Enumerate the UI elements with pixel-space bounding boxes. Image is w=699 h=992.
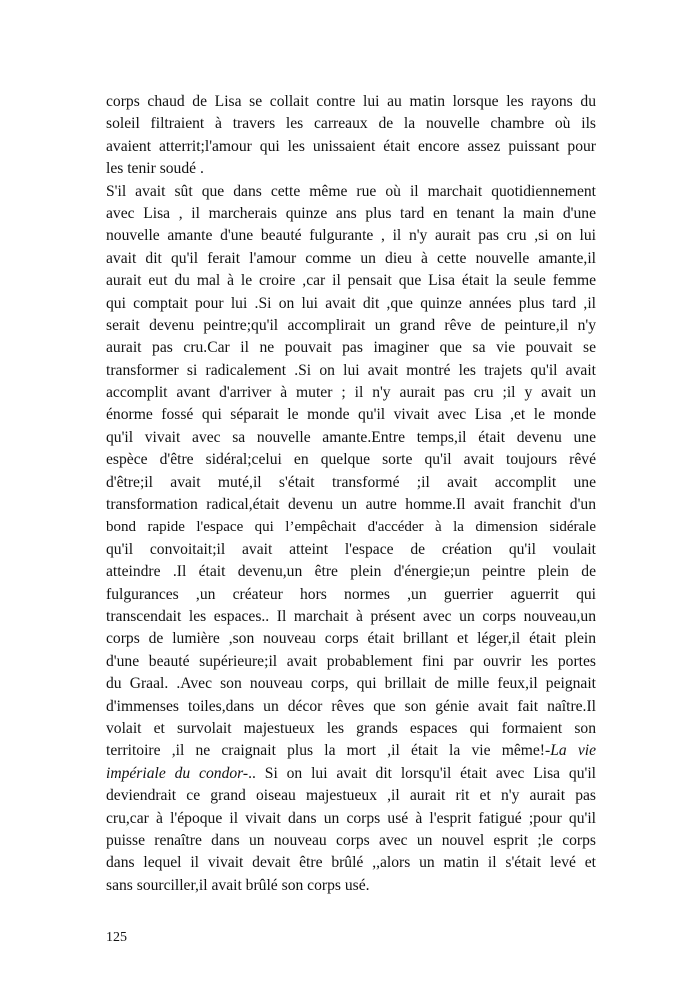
text-line: espèce d'être sidéral;celui en quelque sorte qu'il avait toujours rêvé <box>106 451 596 469</box>
text-line: d'être;il avait muté,il s'était transformé ;il avait accomplit une <box>106 473 596 491</box>
text-line: sans sourciller,il avait brûlé son corps usé. <box>106 876 370 894</box>
text-line: corps chaud de Lisa se collait contre lui au matin lorsque les rayons du <box>106 93 596 110</box>
text-line: puisse renaître dans un nouveau corps avec un nouvel esprit ;le corps <box>106 831 596 849</box>
text-line: soleil filtraient à travers les carreaux de la nouvelle chambre où ils <box>106 115 596 133</box>
text-line: aurait pas cru.Car il ne pouvait pas imaginer que sa vie pouvait se <box>106 339 596 357</box>
text-line: S'il avait sût que dans cette même rue où il marchait quotidiennement <box>106 182 596 200</box>
text-line: transcendait les espaces.. Il marchait à présent avec un corps nouveau,un <box>106 607 596 625</box>
text-line: deviendrait ce grand oiseau majestueux ,il aurait rit et n'y aurait pas <box>106 787 596 805</box>
text-line: accomplit avant d'arriver à muter ; il n'y aurait pas cru ;il y avait un <box>106 384 596 402</box>
text-line: transformer si radicalement .Si on lui avait montré les trajets qu'il avait <box>106 361 596 379</box>
text-line: qu'il convoitait;il avait atteint l'espace de création qu'il voulait <box>106 540 596 558</box>
text-line: aurait eut du mal à le croire ,car il pensait que Lisa était la seule femme <box>106 272 596 290</box>
text-line <box>106 763 596 785</box>
text-line: atteindre .Il était devenu,un être plein d'énergie;un peintre plein de <box>106 563 596 581</box>
text-line: fulgurances ,un créateur hors normes ,un guerrier aguerrit qui <box>106 585 596 603</box>
page-body <box>106 91 596 897</box>
text-line: qu'il vivait avec sa nouvelle amante.Entre temps,il était devenu une <box>106 428 596 446</box>
text-line: avec Lisa , il marcherais quinze ans plus tard en tenant la main d'une <box>106 204 596 222</box>
italic-title-fragment: La vie <box>550 742 597 760</box>
text-line: dans lequel il vivait devait être brûlé ,,alors un matin il s'était levé et <box>106 854 596 872</box>
text-line: volait et survolait majestueux les grands espaces qui formaient son <box>106 719 596 737</box>
text-line: d'une beauté supérieure;il avait probablement fini par ouvrir les portes <box>106 652 596 670</box>
text-line: bond rapide l'espace qui l’empêchait d'accéder à la dimension sidérale <box>106 519 596 536</box>
text-line: du Graal. .Avec son nouveau corps, qui brillait de mille feux,il peignait <box>106 675 596 693</box>
page-number: 125 <box>106 930 127 945</box>
text-line: transformation radical,était devenu un autre homme.Il avait franchit d'un <box>106 496 596 514</box>
text-line: les tenir soudé . <box>106 160 204 178</box>
text-line: avait dit qu'il ferait l'amour comme un dieu à cette nouvelle amante,il <box>106 249 596 267</box>
text-fragment: territoire ,il ne craignait plus la mort ,il était la vie même!- <box>106 742 551 760</box>
text-line: nouvelle amante d'une beauté fulgurante , il n'y aurait pas cru ,si on lui <box>106 227 596 245</box>
text-line: d'immenses toiles,dans un décor rêves que son génie avait fait naître.Il <box>106 697 596 715</box>
text-line: corps de lumière ,son nouveau corps était brillant et léger,il était plein <box>106 630 596 648</box>
text-line: serait devenu peintre;qu'il accomplirait un grand rêve de peinture,il n'y <box>106 316 596 334</box>
text-line: cru,car à l'époque il vivait dans un corps usé à l'esprit fatigué ;pour qu'il <box>106 809 596 827</box>
text-fragment: .. Si on lui avait dit lorsqu'il était avec Lisa qu'il <box>248 764 596 782</box>
text-line <box>106 740 596 762</box>
italic-title-fragment: impériale du condor- <box>106 764 249 782</box>
text-line: énorme fossé qui séparait le monde qu'il vivait avec Lisa ,et le monde <box>106 406 596 424</box>
text-line: avaient atterrit;l'amour qui les unissaient était encore assez puissant pour <box>106 137 596 155</box>
text-line: qui comptait pour lui .Si on lui avait dit ,que quinze années plus tard ,il <box>106 294 596 312</box>
